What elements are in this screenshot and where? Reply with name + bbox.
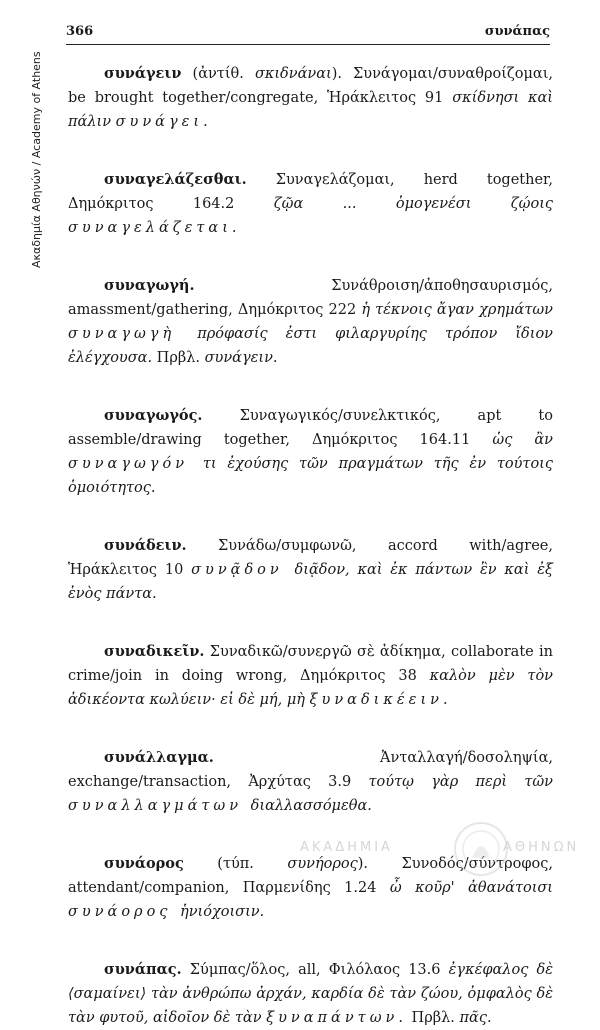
entry-citation: διαλλασσόμεθα.: [250, 798, 372, 814]
dictionary-entry: [68, 404, 553, 500]
page-number: 366: [66, 24, 94, 39]
dictionary-entry: [68, 274, 553, 370]
entry-definition: Πρβλ.: [406, 1010, 460, 1026]
entry-term-spaced: συνάορος: [68, 904, 181, 920]
entry-headword: συναγωγή.: [104, 277, 195, 294]
header-rule: [66, 44, 550, 45]
entry-citation: σκιδνάναι: [254, 66, 332, 82]
running-head: συνάπας: [484, 24, 550, 39]
entry-citation: διᾷδον, καὶ ἐκ πάντων ἓν καὶ ἐξ ἑνὸς πάντα.: [68, 562, 553, 602]
dictionary-entry: [68, 168, 553, 240]
entry-headword: συνάγειν: [104, 65, 182, 82]
watermark-left: ΑΚΑΔΗΜΙΑ: [300, 840, 393, 855]
entry-definition: Σύμπας/ὅλος, all, Φιλόλαος 13.6: [181, 962, 449, 978]
entry-citation: ἡ τέκνοις ἄγαν χρημάτων: [361, 302, 553, 318]
dictionary-entry: [68, 640, 553, 712]
entry-term-spaced: συναγελάζεται.: [68, 220, 241, 236]
entry-citation: ζῷα ... ὁμογενέσι ζῴοις: [273, 196, 554, 212]
entry-term-spaced: συναγωγὴ: [68, 326, 198, 342]
entry-term-spaced: ξυναπάντων.: [266, 1010, 407, 1026]
dictionary-entry: [68, 746, 553, 818]
dictionary-entries: [68, 62, 553, 1030]
entry-citation: ὦ κοῦρ' ἀθανάτοισι: [389, 880, 553, 896]
dictionary-entry: [68, 62, 553, 134]
entry-headword: συναγελάζεσθαι.: [104, 171, 247, 188]
entry-definition: Συναδικῶ/συνεργῶ σὲ ἀδίκημα, collaborate in crime/join in doing wrong, Δημόκριτος 38: [68, 644, 553, 684]
watermark-right: ΑΘΗΝΩΝ: [502, 840, 580, 855]
entry-citation: ἐγκέφαλος δὲ ⟨σαμαίνει⟩ τὰν ἀνθρώπω ἀρχάν, καρδία δὲ τὰν ζώου, ὀμφαλὸς δὲ τὰν φυτοῦ, αἰδοῖον δὲ τὰν: [68, 962, 553, 1026]
entry-definition: Ἀνταλλαγή/δοσοληψία, exchange/transaction, Ἀρχύτας 3.9: [68, 750, 553, 790]
side-archive-label: Ακαδημία Αθηνών / Academy of Athens: [30, 51, 43, 269]
entry-definition: ). Συνάγομαι/συναθροίζομαι, be brought together/congregate, Ἡράκλειτος 91: [68, 66, 553, 106]
entry-citation: συνάγειν.: [204, 350, 278, 366]
entry-headword: συνάορος: [104, 855, 184, 872]
dictionary-entry: [68, 534, 553, 606]
entry-headword: συνάπας.: [104, 961, 182, 978]
entry-citation: πρόφασίς ἐστι φιλαργυρίης τρόπον ἴδιον ἐλέγχουσα.: [68, 326, 553, 366]
entry-definition: (τύπ.: [183, 856, 288, 872]
entry-headword: συνάδειν.: [104, 537, 187, 554]
entry-citation: καλὸν μὲν τὸν ἀδικέοντα κωλύειν· εἰ δὲ μή, μὴ: [68, 668, 553, 708]
watermark: [300, 840, 579, 855]
entry-definition: Συναγελάζομαι, herd together, Δημόκριτος 164.2: [68, 172, 553, 212]
entry-definition: (ἀντίθ.: [181, 66, 255, 82]
entry-citation: ὡς ἂν: [492, 432, 553, 448]
entry-citation: τούτῳ γὰρ περὶ τῶν: [368, 774, 553, 790]
entry-definition: Πρβλ.: [152, 350, 205, 366]
entry-definition: ). Συνοδός/σύντροφος, attendant/companion, Παρμενίδης 1.24: [68, 856, 553, 896]
entry-citation: ἡνιόχοισιν.: [180, 904, 265, 920]
entry-term-spaced: συναγωγόν: [68, 456, 203, 472]
entry-term-spaced: συναλλαγμάτων: [68, 798, 251, 814]
entry-definition: Συναγωγικός/συνελκτικός, apt to assemble/drawing together, Δημόκριτος 164.11: [68, 408, 553, 448]
entry-citation: τι ἐχούσης τῶν πραγμάτων τῆς ἐν τούτοις ὁμοιότητος.: [68, 456, 553, 496]
entry-definition: Συνάθροιση/ἀποθησαυρισμός, amassment/gathering, Δημόκριτος 222: [68, 278, 553, 318]
entry-headword: συναγωγός.: [104, 407, 203, 424]
entry-citation: πᾶς.: [459, 1010, 492, 1026]
entry-headword: συνάλλαγμα.: [104, 749, 214, 766]
entry-citation: σκίδνησι καὶ πάλιν: [68, 90, 553, 130]
entry-term-spaced: ξυναδικέειν.: [309, 692, 452, 708]
entry-term-spaced: συνᾷδον: [191, 562, 295, 578]
entry-headword: συναδικεῖν.: [104, 643, 205, 660]
entry-citation: συνήορος: [287, 856, 358, 872]
dictionary-entry: [68, 958, 553, 1030]
entry-definition: Συνάδω/συμφωνῶ, accord with/agree, Ἡράκλειτος 10: [68, 538, 553, 578]
entry-term-spaced: συνάγει.: [115, 114, 212, 130]
